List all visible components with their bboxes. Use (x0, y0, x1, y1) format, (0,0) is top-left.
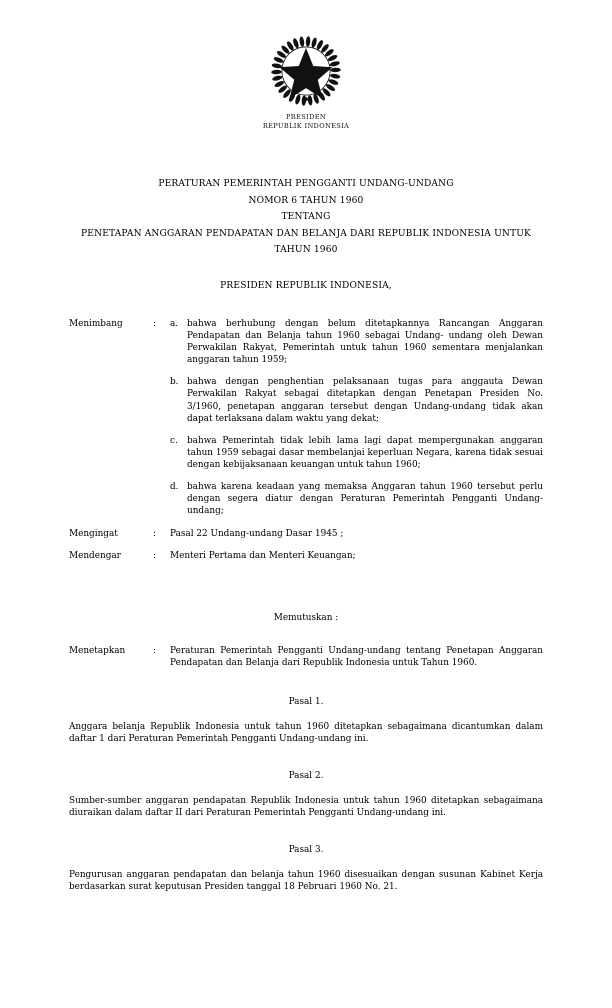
letterhead (0, 34, 612, 131)
clause-marker-c: c. (170, 435, 178, 446)
title-line-subject: PENETAPAN ANGGARAN PENDAPATAN DAN BELANJA DARI REPUBLIK INDONESIA UNTUK TAHUN 1960 (81, 228, 531, 255)
title-line-tentang: TENTANG (281, 212, 331, 222)
decision-heading: Memutuskan : (273, 613, 339, 623)
clause-label-mengingat: Mengingat (69, 529, 118, 540)
article-text-2: Sumber-sumber anggaran pendapatan Republik Indonesia untuk tahun 1960 ditetapkan sebagaimana diuraikan dalam daftar II dari Peraturan Pemerintah Pengganti Undang-undang ini. (69, 796, 543, 819)
article-heading-2: Pasal 2. (288, 771, 324, 781)
letterhead-line-republik: REPUBLIK INDONESIA (262, 122, 350, 131)
article-text-1: Anggara belanja Republik Indonesia untuk tahun 1960 ditetapkan sebagaimana dicantumkan dalam daftar 1 dari Peraturan Pemerintah Pengganti Undang-undang ini. (69, 722, 543, 745)
clause-label-menimbang: Menimbang (69, 319, 123, 329)
article-heading-3: Pasal 3. (288, 845, 324, 855)
clause-text-b: bahwa dengan penghentian pelaksanaan tugas para anggauta Dewan Perwakilan Rakyat sebagai ditetapkan dengan Penetapan Presiden No. 3/1960, penetapan anggaran tersebut dengan Undang-undang tidak akan dapat terlaksana dalam waktu yang dekat; (187, 377, 543, 424)
clause-item-c (170, 435, 543, 471)
clause-row-mengingat (69, 528, 543, 540)
issuing-authority: PRESIDEN REPUBLIK INDONESIA, (220, 281, 392, 291)
article-text-3: Pengurusan anggaran pendapatan dan belanja tahun 1960 disesuaikan dengan susunan Kabinet Kerja berdasarkan surat keputusan Presiden tanggal 18 Pebruari 1960 No. 21. (69, 870, 543, 893)
clause-text-c: bahwa Pemerintah tidak lebih lama lagi dapat mempergunakan anggaran tahun 1959 sebagai dasar membelanjai keperluan Negara, karena tidak sesuai dengan kebijaksanaan keuangan untuk tahun 1960; (187, 435, 543, 470)
clause-text-d: bahwa karena keadaan yang memaksa Anggaran tahun 1960 tersebut perlu dengan segera diatur dengan Peraturan Pemerintah Pengganti Undang-undang; (187, 482, 543, 517)
clause-row-menetapkan (69, 645, 543, 669)
clause-marker-b: b. (170, 377, 179, 388)
clause-text-a: bahwa berhubung dengan belum ditetapkannya Rancangan Anggaran Pendapatan dan Belanja tahun 1960 sebagai Undang- undang oleh Dewan Perwakilan Rakyat, Pemerintah untuk tahun 1960 sementara menjalankan anggaran tahun 1959; (187, 319, 543, 366)
clause-text-mendengar: Menteri Pertama dan Menteri Keuangan; (170, 551, 356, 562)
letterhead-caption (0, 113, 612, 131)
title-line-number: NOMOR 6 TAHUN 1960 (248, 195, 364, 206)
garuda-star-wreath-emblem (269, 34, 343, 108)
clause-colon-menimbang: : (153, 319, 156, 329)
title-line-regulation-type: PERATURAN PEMERINTAH PENGGANTI UNDANG-UNDANG (158, 179, 454, 189)
clause-item-a (170, 318, 543, 366)
clause-item-d (170, 481, 543, 517)
clause-text-mengingat: Pasal 22 Undang-undang Dasar 1945 ; (170, 529, 344, 540)
letterhead-line-presiden: PRESIDEN (285, 113, 326, 121)
preamble-clauses (69, 318, 543, 563)
clause-row-menimbang (69, 318, 543, 517)
document-title-block (69, 176, 543, 259)
clause-marker-d: d. (170, 482, 179, 493)
clause-item-b (170, 376, 543, 424)
clause-colon-mengingat: : (153, 529, 156, 540)
article-heading-1: Pasal 1. (288, 697, 324, 707)
clause-row-mendengar (69, 550, 543, 562)
clause-colon-menetapkan: : (153, 646, 156, 656)
clause-text-menetapkan: Peraturan Pemerintah Pengganti Undang-undang tentang Penetapan Anggaran Pendapatan dan Belanja dari Republik Indonesia untuk Tahun 1960. (170, 646, 543, 669)
clause-label-mendengar: Mendengar (69, 551, 121, 562)
clause-colon-mendengar: : (153, 551, 156, 562)
clause-marker-a: a. (170, 319, 179, 329)
clause-label-menetapkan: Menetapkan (69, 646, 126, 656)
